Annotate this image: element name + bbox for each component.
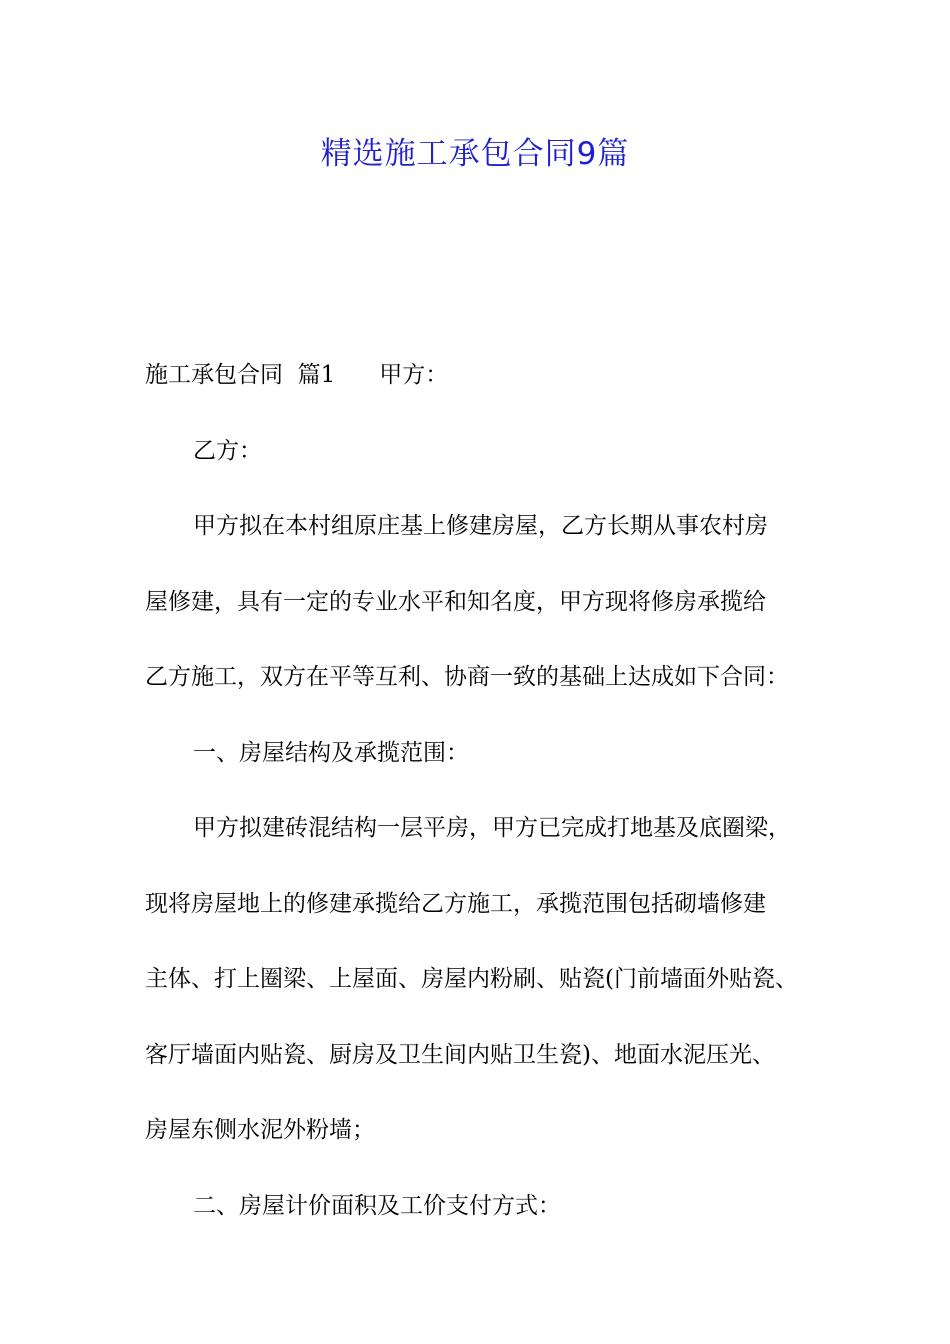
paragraph-line: 客厅墙面内贴瓷、厨房及卫生间内贴卫生瓷)、地面水泥压光、 <box>145 1041 775 1068</box>
party-a-label: 甲方： <box>379 362 449 388</box>
paragraph-line: 甲方拟建砖混结构一层平房，甲方已完成打地基及底圈梁， <box>193 815 791 841</box>
paragraph-line: 屋修建，具有一定的专业水平和知名度，甲方现将修房承揽给 <box>145 588 766 615</box>
paragraph-line: 乙方施工，双方在平等互利、协商一致的基础上达成如下合同： <box>145 664 789 690</box>
party-b-line <box>145 414 835 490</box>
section-heading: 施工承包合同 篇1 <box>145 362 336 388</box>
document-body <box>145 338 835 1244</box>
document-title: 精选施工承包合同9篇 <box>320 136 630 172</box>
party-b-label: 乙方： <box>193 437 262 464</box>
clause-heading: 一、房屋结构及承揽范围： <box>193 739 469 766</box>
paragraph-line: 房屋东侧水泥外粉墙； <box>145 1117 375 1143</box>
paragraph-line: 甲方拟在本村组原庄基上修建房屋，乙方长期从事农村房 <box>193 513 768 539</box>
paragraph-line: 主体、打上圈梁、上屋面、房屋内粉刷、贴瓷(门前墙面外贴瓷、 <box>145 966 798 992</box>
section-heading-line <box>145 338 835 414</box>
clause-heading: 二、房屋计价面积及工价支付方式： <box>193 1192 561 1219</box>
paragraph-line: 现将房屋地上的修建承揽给乙方施工，承揽范围包括砌墙修建 <box>145 890 766 917</box>
